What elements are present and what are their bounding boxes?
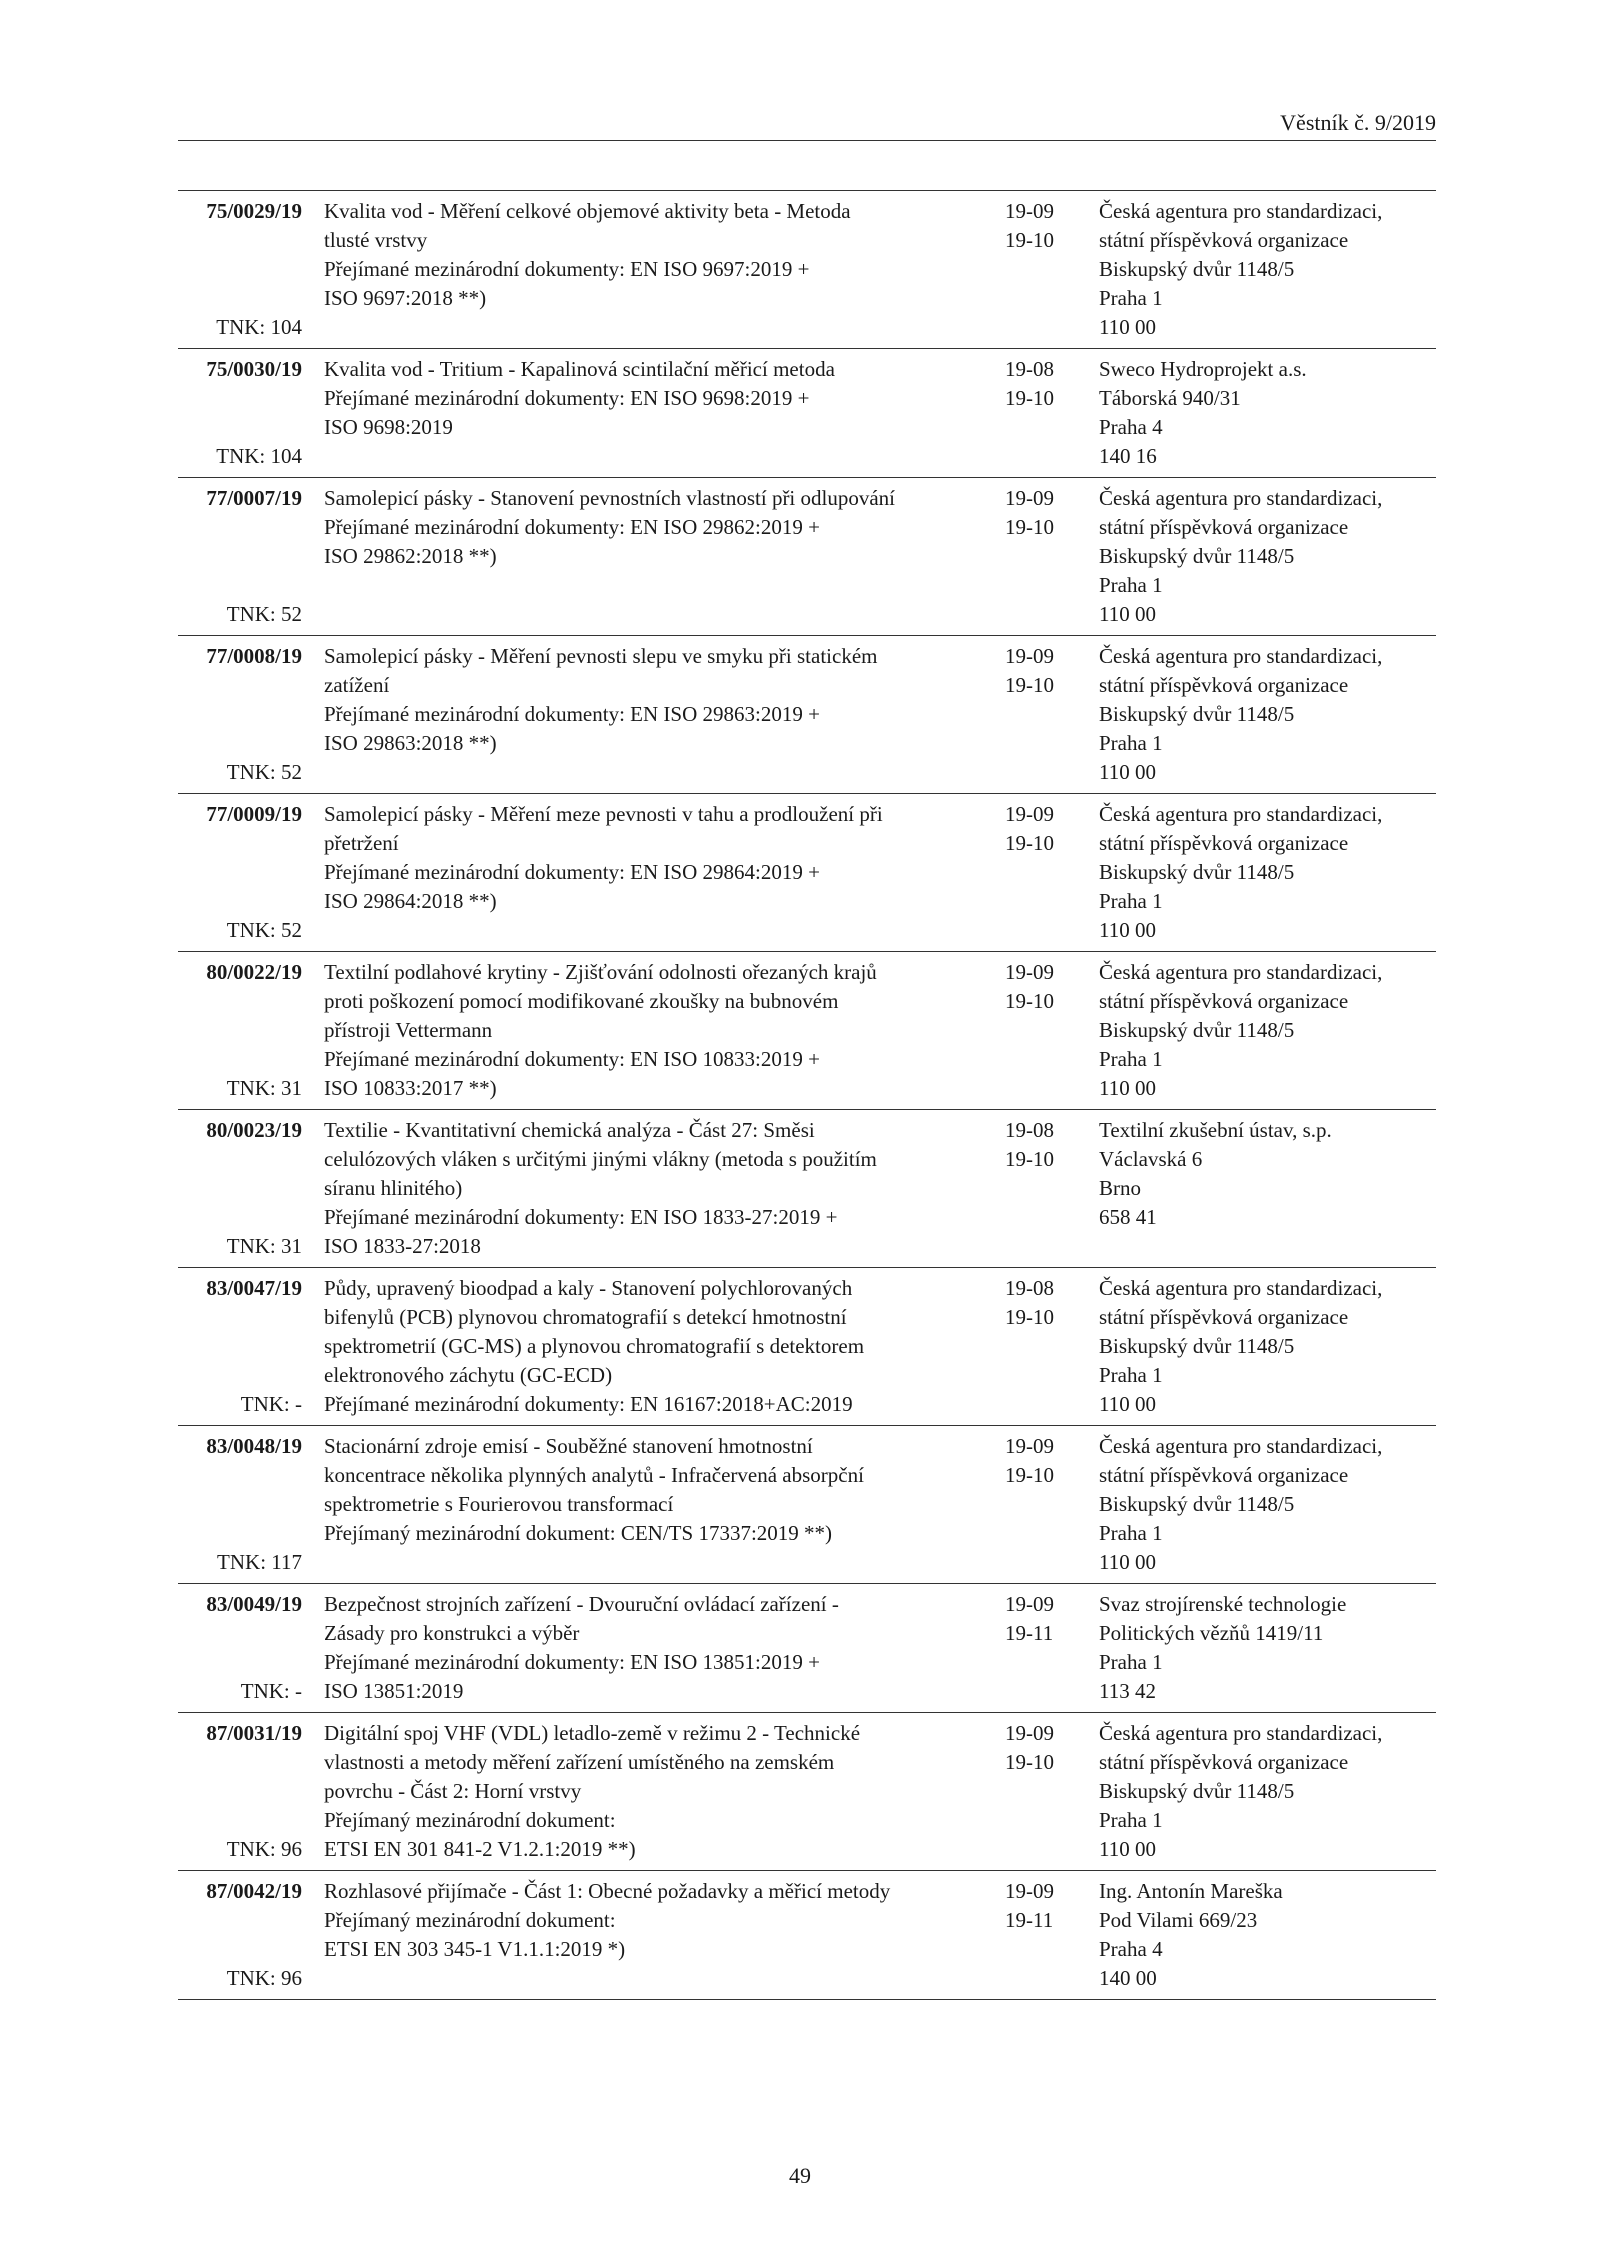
description-line: Přejímané mezinárodní dokumenty: EN ISO 9697:2019 + bbox=[324, 257, 810, 281]
organization-line: Praha 4 bbox=[1099, 1937, 1163, 1961]
description-line: přetržení bbox=[324, 831, 399, 855]
entry-id-cell bbox=[178, 1274, 302, 1419]
organization-line: Textilní zkušební ústav, s.p. bbox=[1099, 1118, 1332, 1142]
entry-number: 87/0042/19 bbox=[206, 1879, 302, 1903]
organization-line: státní příspěvková organizace bbox=[1099, 228, 1349, 252]
entry-tnk: TNK: - bbox=[240, 1679, 302, 1703]
description-line: Samolepicí pásky - Stanovení pevnostních vlastností při odlupování bbox=[324, 486, 896, 510]
entry-dates bbox=[995, 800, 1085, 945]
date-line: 19-10 bbox=[1005, 228, 1054, 252]
organization-line: Táborská 940/31 bbox=[1099, 386, 1241, 410]
description-line: bifenylů (PCB) plynovou chromatografií s detekcí hmotnostní bbox=[324, 1305, 847, 1329]
entry-organization bbox=[1085, 1274, 1436, 1419]
date-line: 19-09 bbox=[1005, 199, 1054, 223]
page-number: 49 bbox=[789, 2163, 811, 2188]
description-line: Přejímaný mezinárodní dokument: bbox=[324, 1908, 616, 1932]
entry-description bbox=[302, 1590, 995, 1706]
organization-line: Biskupský dvůr 1148/5 bbox=[1099, 544, 1295, 568]
entry-tnk: TNK: 31 bbox=[226, 1076, 302, 1100]
entry-id-cell bbox=[178, 484, 302, 629]
organization-line: Biskupský dvůr 1148/5 bbox=[1099, 257, 1295, 281]
organization-line: Česká agentura pro standardizaci, bbox=[1099, 486, 1383, 510]
organization-line: Česká agentura pro standardizaci, bbox=[1099, 1721, 1383, 1745]
entry-id-cell bbox=[178, 642, 302, 787]
organization-line: Biskupský dvůr 1148/5 bbox=[1099, 1334, 1295, 1358]
date-line: 19-09 bbox=[1005, 1879, 1054, 1903]
table-row bbox=[178, 190, 1436, 348]
entry-organization bbox=[1085, 1719, 1436, 1864]
description-line: ISO 10833:2017 **) bbox=[324, 1076, 497, 1100]
page-header bbox=[178, 110, 1436, 141]
organization-line: Praha 1 bbox=[1099, 1808, 1163, 1832]
date-line: 19-08 bbox=[1005, 1118, 1054, 1142]
entry-dates bbox=[995, 1432, 1085, 1577]
entry-tnk: TNK: 104 bbox=[216, 444, 302, 468]
organization-line: Sweco Hydroprojekt a.s. bbox=[1099, 357, 1307, 381]
description-line: tlusté vrstvy bbox=[324, 228, 428, 252]
entry-tnk: TNK: 96 bbox=[226, 1837, 302, 1861]
entry-dates bbox=[995, 958, 1085, 1103]
description-line: ISO 29862:2018 **) bbox=[324, 544, 497, 568]
entry-organization bbox=[1085, 1877, 1436, 1993]
description-line: ISO 29863:2018 **) bbox=[324, 731, 497, 755]
entry-description bbox=[302, 800, 995, 945]
organization-line: Politických vězňů 1419/11 bbox=[1099, 1621, 1324, 1645]
entry-organization bbox=[1085, 484, 1436, 629]
organization-line: státní příspěvková organizace bbox=[1099, 1305, 1349, 1329]
organization-line: Česká agentura pro standardizaci, bbox=[1099, 644, 1383, 668]
date-line: 19-09 bbox=[1005, 960, 1054, 984]
organization-line: Česká agentura pro standardizaci, bbox=[1099, 1434, 1383, 1458]
table-row bbox=[178, 1870, 1436, 2000]
entry-id-cell bbox=[178, 1590, 302, 1706]
description-line: spektrometrií (GC-MS) a plynovou chromatografií s detektorem bbox=[324, 1334, 865, 1358]
table-row bbox=[178, 1583, 1436, 1712]
organization-line: Biskupský dvůr 1148/5 bbox=[1099, 1779, 1295, 1803]
organization-line: Ing. Antonín Mareška bbox=[1099, 1879, 1283, 1903]
description-line: Přejímané mezinárodní dokumenty: EN ISO 29862:2019 + bbox=[324, 515, 820, 539]
entry-id-cell bbox=[178, 355, 302, 471]
entry-organization bbox=[1085, 800, 1436, 945]
organization-line: Praha 1 bbox=[1099, 731, 1163, 755]
entry-dates bbox=[995, 1719, 1085, 1864]
entry-tnk: TNK: - bbox=[240, 1392, 302, 1416]
description-line: ISO 9698:2019 bbox=[324, 415, 453, 439]
organization-line: státní příspěvková organizace bbox=[1099, 989, 1349, 1013]
organization-line: Praha 1 bbox=[1099, 1363, 1163, 1387]
organization-line: 140 00 bbox=[1099, 1966, 1157, 1990]
description-line: ETSI EN 301 841-2 V1.2.1:2019 **) bbox=[324, 1837, 636, 1861]
description-line: Rozhlasové přijímače - Část 1: Obecné požadavky a měřicí metody bbox=[324, 1879, 891, 1903]
description-line: vlastnosti a metody měření zařízení umístěného na zemském bbox=[324, 1750, 835, 1774]
publication-title: Věstník č. 9/2019 bbox=[1280, 110, 1436, 135]
description-line: koncentrace několika plynných analytů - Infračervená absorpční bbox=[324, 1463, 864, 1487]
entry-description bbox=[302, 1116, 995, 1261]
description-line: ISO 13851:2019 bbox=[324, 1679, 464, 1703]
description-line: Půdy, upravený bioodpad a kaly - Stanovení polychlorovaných bbox=[324, 1276, 853, 1300]
organization-line: státní příspěvková organizace bbox=[1099, 515, 1349, 539]
entry-description bbox=[302, 484, 995, 629]
description-line: Zásady pro konstrukci a výběr bbox=[324, 1621, 580, 1645]
entry-tnk: TNK: 52 bbox=[226, 918, 302, 942]
description-line: Kvalita vod - Měření celkové objemové aktivity beta - Metoda bbox=[324, 199, 851, 223]
organization-line: 110 00 bbox=[1099, 1392, 1156, 1416]
standards-table bbox=[178, 190, 1436, 2000]
entry-organization bbox=[1085, 1590, 1436, 1706]
organization-line: Česká agentura pro standardizaci, bbox=[1099, 199, 1383, 223]
entry-dates bbox=[995, 355, 1085, 471]
entry-number: 75/0030/19 bbox=[206, 357, 302, 381]
date-line: 19-10 bbox=[1005, 989, 1054, 1013]
date-line: 19-10 bbox=[1005, 1147, 1054, 1171]
entry-id-cell bbox=[178, 800, 302, 945]
entry-number: 80/0023/19 bbox=[206, 1118, 302, 1142]
date-line: 19-09 bbox=[1005, 644, 1054, 668]
description-line: Bezpečnost strojních zařízení - Dvouruční ovládací zařízení - bbox=[324, 1592, 839, 1616]
table-row bbox=[178, 951, 1436, 1109]
organization-line: 140 16 bbox=[1099, 444, 1157, 468]
entry-dates bbox=[995, 1116, 1085, 1261]
organization-line: Praha 1 bbox=[1099, 1521, 1163, 1545]
entry-number: 83/0047/19 bbox=[206, 1276, 302, 1300]
organization-line: Praha 1 bbox=[1099, 1650, 1163, 1674]
description-line: Textilní podlahové krytiny - Zjišťování odolnosti ořezaných krajů bbox=[324, 960, 877, 984]
description-line: síranu hlinitého) bbox=[324, 1176, 463, 1200]
description-line: Přejímané mezinárodní dokumenty: EN ISO 29863:2019 + bbox=[324, 702, 820, 726]
organization-line: Česká agentura pro standardizaci, bbox=[1099, 802, 1383, 826]
date-line: 19-10 bbox=[1005, 515, 1054, 539]
organization-line: Praha 1 bbox=[1099, 573, 1163, 597]
date-line: 19-11 bbox=[1005, 1908, 1054, 1932]
organization-line: státní příspěvková organizace bbox=[1099, 831, 1349, 855]
entry-number: 83/0048/19 bbox=[206, 1434, 302, 1458]
description-line: Přejímané mezinárodní dokumenty: EN ISO 9698:2019 + bbox=[324, 386, 810, 410]
description-line: ETSI EN 303 345-1 V1.1.1:2019 *) bbox=[324, 1937, 626, 1961]
table-row bbox=[178, 1267, 1436, 1425]
table-row bbox=[178, 1425, 1436, 1583]
organization-line: 110 00 bbox=[1099, 602, 1156, 626]
organization-line: 110 00 bbox=[1099, 760, 1156, 784]
entry-description bbox=[302, 1719, 995, 1864]
entry-organization bbox=[1085, 642, 1436, 787]
entry-number: 77/0007/19 bbox=[206, 486, 302, 510]
entry-id-cell bbox=[178, 1877, 302, 1993]
entry-id-cell bbox=[178, 1719, 302, 1864]
organization-line: státní příspěvková organizace bbox=[1099, 1463, 1349, 1487]
description-line: Přejímaný mezinárodní dokument: bbox=[324, 1808, 616, 1832]
entry-tnk: TNK: 52 bbox=[226, 760, 302, 784]
organization-line: 113 42 bbox=[1099, 1679, 1156, 1703]
entry-description bbox=[302, 355, 995, 471]
organization-line: 110 00 bbox=[1099, 1076, 1156, 1100]
organization-line: Biskupský dvůr 1148/5 bbox=[1099, 1492, 1295, 1516]
entry-id-cell bbox=[178, 1432, 302, 1577]
organization-line: Pod Vilami 669/23 bbox=[1099, 1908, 1258, 1932]
description-line: Přejímané mezinárodní dokumenty: EN ISO 10833:2019 + bbox=[324, 1047, 820, 1071]
date-line: 19-10 bbox=[1005, 1750, 1054, 1774]
description-line: přístroji Vettermann bbox=[324, 1018, 493, 1042]
table-row bbox=[178, 477, 1436, 635]
description-line: Přejímané mezinárodní dokumenty: EN ISO 13851:2019 + bbox=[324, 1650, 820, 1674]
date-line: 19-08 bbox=[1005, 1276, 1054, 1300]
entry-description bbox=[302, 642, 995, 787]
entry-description bbox=[302, 958, 995, 1103]
organization-line: státní příspěvková organizace bbox=[1099, 673, 1349, 697]
description-line: Stacionární zdroje emisí - Souběžné stanovení hmotnostní bbox=[324, 1434, 813, 1458]
organization-line: Biskupský dvůr 1148/5 bbox=[1099, 702, 1295, 726]
date-line: 19-09 bbox=[1005, 1721, 1054, 1745]
organization-line: Brno bbox=[1099, 1176, 1141, 1200]
date-line: 19-10 bbox=[1005, 673, 1054, 697]
entry-organization bbox=[1085, 197, 1436, 342]
description-line: zatížení bbox=[324, 673, 390, 697]
table-row bbox=[178, 1712, 1436, 1870]
entry-tnk: TNK: 96 bbox=[226, 1966, 302, 1990]
organization-line: Praha 1 bbox=[1099, 1047, 1163, 1071]
description-line: spektrometrie s Fourierovou transformací bbox=[324, 1492, 674, 1516]
date-line: 19-09 bbox=[1005, 1434, 1054, 1458]
entry-tnk: TNK: 104 bbox=[216, 315, 302, 339]
entry-id-cell bbox=[178, 197, 302, 342]
organization-line: Praha 1 bbox=[1099, 286, 1163, 310]
description-line: ISO 29864:2018 **) bbox=[324, 889, 497, 913]
entry-description bbox=[302, 197, 995, 342]
description-line: Přejímané mezinárodní dokumenty: EN ISO 1833-27:2019 + bbox=[324, 1205, 838, 1229]
entry-dates bbox=[995, 484, 1085, 629]
organization-line: Praha 1 bbox=[1099, 889, 1163, 913]
entry-organization bbox=[1085, 1116, 1436, 1261]
entry-number: 77/0009/19 bbox=[206, 802, 302, 826]
organization-line: Česká agentura pro standardizaci, bbox=[1099, 1276, 1383, 1300]
date-line: 19-10 bbox=[1005, 831, 1054, 855]
organization-line: 110 00 bbox=[1099, 1550, 1156, 1574]
organization-line: Václavská 6 bbox=[1099, 1147, 1203, 1171]
entry-organization bbox=[1085, 355, 1436, 471]
entry-number: 83/0049/19 bbox=[206, 1592, 302, 1616]
organization-line: Svaz strojírenské technologie bbox=[1099, 1592, 1347, 1616]
date-line: 19-09 bbox=[1005, 1592, 1054, 1616]
table-row bbox=[178, 793, 1436, 951]
entry-description bbox=[302, 1432, 995, 1577]
entry-dates bbox=[995, 1274, 1085, 1419]
organization-line: Biskupský dvůr 1148/5 bbox=[1099, 860, 1295, 884]
entry-tnk: TNK: 31 bbox=[226, 1234, 302, 1258]
table-row bbox=[178, 635, 1436, 793]
date-line: 19-09 bbox=[1005, 802, 1054, 826]
entry-id-cell bbox=[178, 958, 302, 1103]
entry-number: 75/0029/19 bbox=[206, 199, 302, 223]
date-line: 19-09 bbox=[1005, 486, 1054, 510]
description-line: ISO 1833-27:2018 bbox=[324, 1234, 481, 1258]
date-line: 19-10 bbox=[1005, 1305, 1054, 1329]
organization-line: Praha 4 bbox=[1099, 415, 1163, 439]
entry-organization bbox=[1085, 958, 1436, 1103]
description-line: Přejímaný mezinárodní dokument: CEN/TS 17337:2019 **) bbox=[324, 1521, 833, 1545]
description-line: Textilie - Kvantitativní chemická analýza - Část 27: Směsi bbox=[324, 1118, 815, 1142]
description-line: Kvalita vod - Tritium - Kapalinová scintilační měřicí metoda bbox=[324, 357, 835, 381]
date-line: 19-08 bbox=[1005, 357, 1054, 381]
date-line: 19-10 bbox=[1005, 1463, 1054, 1487]
description-line: proti poškození pomocí modifikované zkoušky na bubnovém bbox=[324, 989, 839, 1013]
description-line: celulózových vláken s určitými jinými vlákny (metoda s použitím bbox=[324, 1147, 877, 1171]
organization-line: Biskupský dvůr 1148/5 bbox=[1099, 1018, 1295, 1042]
entry-dates bbox=[995, 197, 1085, 342]
table-row bbox=[178, 348, 1436, 477]
date-line: 19-11 bbox=[1005, 1621, 1054, 1645]
description-line: Samolepicí pásky - Měření meze pevnosti v tahu a prodloužení při bbox=[324, 802, 883, 826]
organization-line: 110 00 bbox=[1099, 315, 1156, 339]
description-line: ISO 9697:2018 **) bbox=[324, 286, 487, 310]
table-row bbox=[178, 1109, 1436, 1267]
entry-tnk: TNK: 52 bbox=[226, 602, 302, 626]
entry-id-cell bbox=[178, 1116, 302, 1261]
organization-line: Česká agentura pro standardizaci, bbox=[1099, 960, 1383, 984]
organization-line: 110 00 bbox=[1099, 1837, 1156, 1861]
description-line: Přejímané mezinárodní dokumenty: EN 16167:2018+AC:2019 bbox=[324, 1392, 853, 1416]
entry-dates bbox=[995, 1590, 1085, 1706]
entry-description bbox=[302, 1274, 995, 1419]
organization-line: 110 00 bbox=[1099, 918, 1156, 942]
description-line: Přejímané mezinárodní dokumenty: EN ISO 29864:2019 + bbox=[324, 860, 820, 884]
entry-number: 87/0031/19 bbox=[206, 1721, 302, 1745]
entry-number: 77/0008/19 bbox=[206, 644, 302, 668]
entry-description bbox=[302, 1877, 995, 1993]
entry-dates bbox=[995, 642, 1085, 787]
description-line: Samolepicí pásky - Měření pevnosti slepu ve smyku při statickém bbox=[324, 644, 878, 668]
entry-dates bbox=[995, 1877, 1085, 1993]
organization-line: státní příspěvková organizace bbox=[1099, 1750, 1349, 1774]
description-line: Digitální spoj VHF (VDL) letadlo-země v režimu 2 - Technické bbox=[324, 1721, 861, 1745]
entry-organization bbox=[1085, 1432, 1436, 1577]
entry-number: 80/0022/19 bbox=[206, 960, 302, 984]
entry-tnk: TNK: 117 bbox=[217, 1550, 302, 1574]
description-line: elektronového záchytu (GC-ECD) bbox=[324, 1363, 613, 1387]
description-line: povrchu - Část 2: Horní vrstvy bbox=[324, 1779, 582, 1803]
organization-line: 658 41 bbox=[1099, 1205, 1157, 1229]
date-line: 19-10 bbox=[1005, 386, 1054, 410]
